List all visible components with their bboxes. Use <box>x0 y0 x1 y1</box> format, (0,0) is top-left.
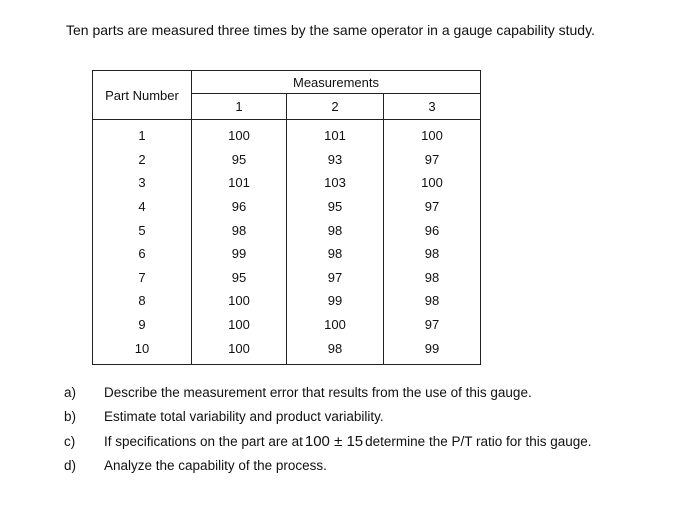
question-text-before: If specifications on the part are at <box>104 433 303 449</box>
table-row <box>93 242 481 266</box>
question-a <box>64 380 592 405</box>
question-text: Describe the measurement error that results from the use of this gauge. <box>104 384 532 400</box>
trial-header-1: 1 <box>192 94 287 120</box>
measurement-cell: 99 <box>287 289 384 313</box>
measurement-cell: 101 <box>287 120 384 148</box>
part-cell: 8 <box>93 289 192 313</box>
question-text: Estimate total variability and product variability. <box>104 409 384 425</box>
measurement-cell: 96 <box>192 195 287 219</box>
measurement-cell: 98 <box>287 336 384 364</box>
question-text: Analyze the capability of the process. <box>104 458 327 474</box>
measurement-cell: 101 <box>192 171 287 195</box>
part-cell: 3 <box>93 171 192 195</box>
measurement-cell: 99 <box>192 242 287 266</box>
measurement-cell: 97 <box>287 266 384 290</box>
measurement-cell: 98 <box>384 242 481 266</box>
part-cell: 4 <box>93 195 192 219</box>
part-cell: 10 <box>93 336 192 364</box>
measurement-cell: 103 <box>287 171 384 195</box>
measurement-cell: 100 <box>192 120 287 148</box>
measurement-cell: 100 <box>384 171 481 195</box>
question-d <box>64 454 592 479</box>
question-c <box>64 429 592 454</box>
part-number-header: Part Number <box>93 71 192 120</box>
measurement-cell: 98 <box>384 266 481 290</box>
question-b <box>64 405 592 430</box>
question-letter: a) <box>64 384 77 400</box>
part-cell: 1 <box>93 120 192 148</box>
trial-header-3: 3 <box>384 94 481 120</box>
table-row <box>93 148 481 172</box>
table-row <box>93 336 481 364</box>
table-row <box>93 289 481 313</box>
table-row <box>93 313 481 337</box>
trial-header-2: 2 <box>287 94 384 120</box>
measurement-cell: 97 <box>384 195 481 219</box>
part-cell: 9 <box>93 313 192 337</box>
table-row <box>93 266 481 290</box>
measurements-header: Measurements <box>192 71 481 94</box>
measurement-cell: 98 <box>192 218 287 242</box>
part-cell: 5 <box>93 218 192 242</box>
measurement-cell: 97 <box>384 313 481 337</box>
measurement-cell: 100 <box>287 313 384 337</box>
problem-statement: Ten parts are measured three times by the same operator in a gauge capability study. <box>66 22 595 38</box>
table-row <box>93 171 481 195</box>
measurement-cell: 98 <box>384 289 481 313</box>
question-letter: d) <box>64 458 77 474</box>
measurement-cell: 95 <box>192 148 287 172</box>
table-row <box>93 120 481 148</box>
question-text-after: determine the P/T ratio for this gauge. <box>365 433 592 449</box>
measurement-cell: 96 <box>384 218 481 242</box>
measurement-cell: 98 <box>287 242 384 266</box>
part-cell: 2 <box>93 148 192 172</box>
question-list <box>64 380 592 478</box>
table-row <box>93 218 481 242</box>
part-cell: 6 <box>93 242 192 266</box>
measurement-cell: 93 <box>287 148 384 172</box>
question-letter: b) <box>64 409 77 425</box>
measurement-cell: 95 <box>192 266 287 290</box>
measurement-cell: 100 <box>192 336 287 364</box>
measurement-cell: 99 <box>384 336 481 364</box>
measurement-cell: 97 <box>384 148 481 172</box>
measurement-cell: 98 <box>287 218 384 242</box>
measurements-table <box>92 70 481 365</box>
measurement-cell: 100 <box>192 289 287 313</box>
part-cell: 7 <box>93 266 192 290</box>
question-letter: c) <box>64 433 76 449</box>
measurement-cell: 100 <box>192 313 287 337</box>
specification-value: 100 ± 15 <box>304 432 364 450</box>
measurement-cell: 100 <box>384 120 481 148</box>
measurement-cell: 95 <box>287 195 384 219</box>
table-row <box>93 195 481 219</box>
